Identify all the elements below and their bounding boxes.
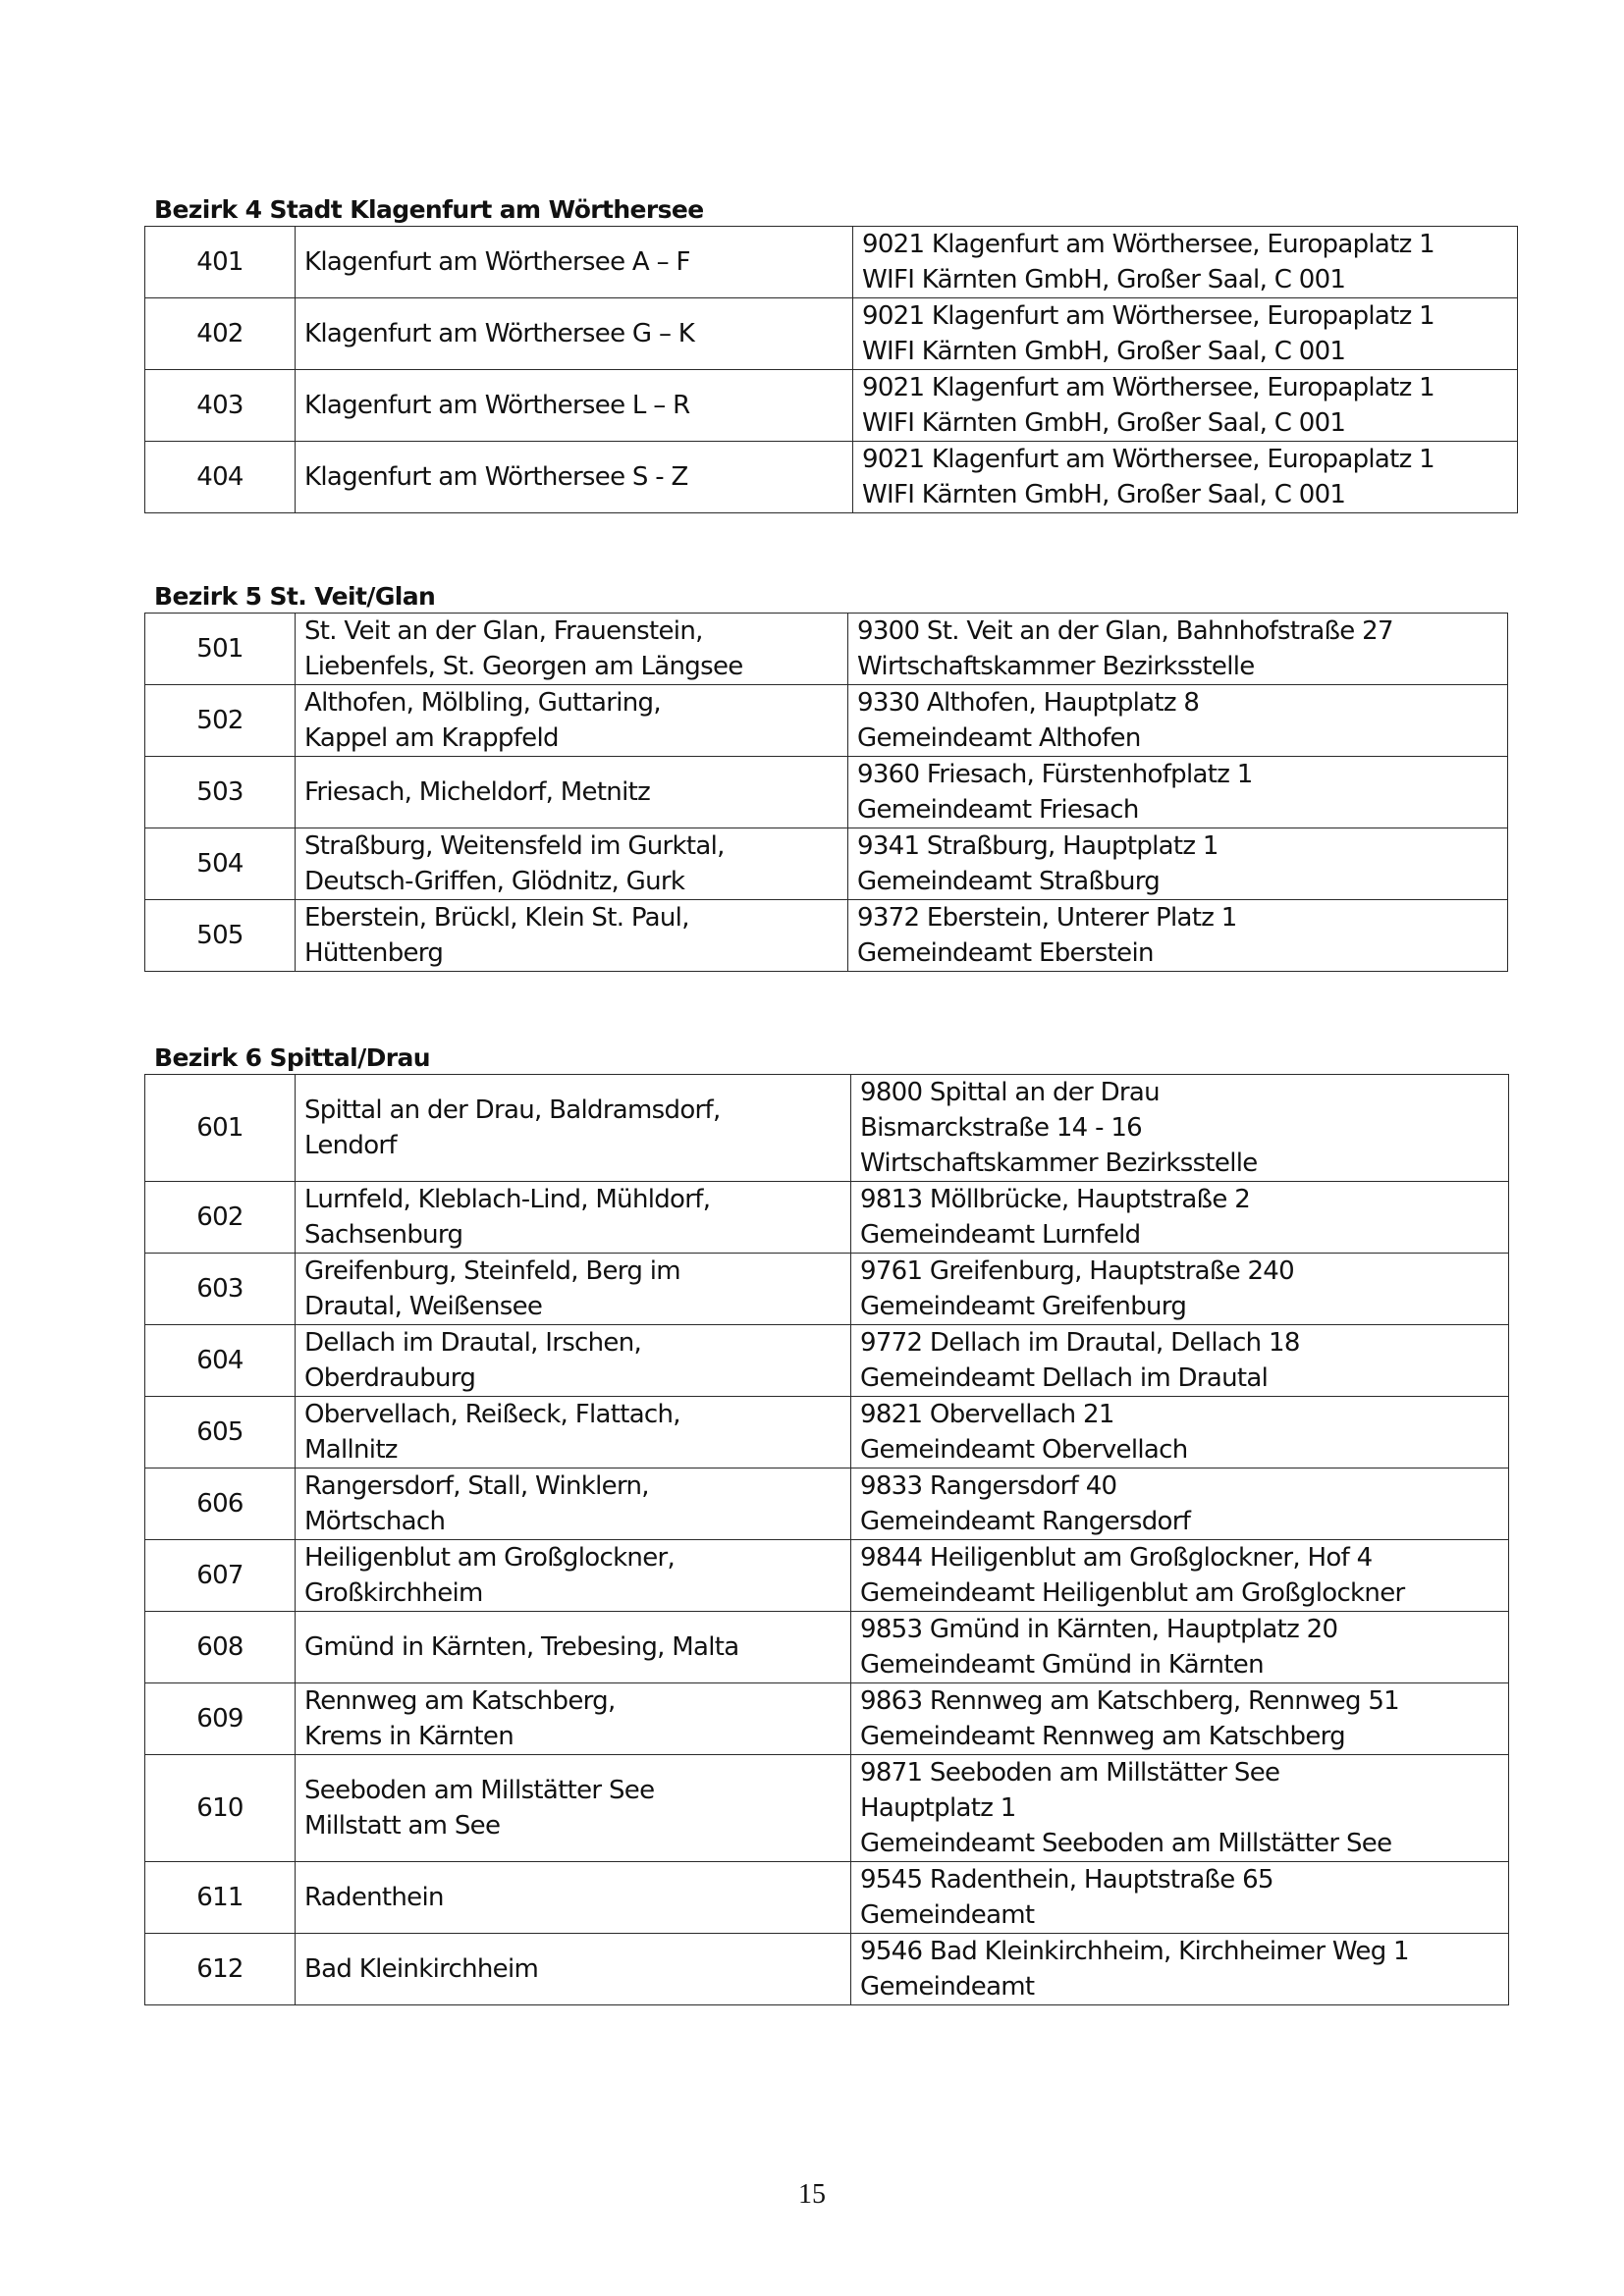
address-line: Gemeindeamt Heiligenblut am Großglockner xyxy=(860,1578,1405,1608)
district-code: 504 xyxy=(145,828,296,900)
table-row xyxy=(145,442,1518,513)
municipalities-cell xyxy=(296,685,848,757)
table-row xyxy=(145,370,1518,442)
district-code: 401 xyxy=(145,227,296,298)
municipalities-cell xyxy=(296,370,853,442)
district-code: 603 xyxy=(145,1254,296,1325)
location-address-cell xyxy=(851,1182,1509,1254)
district-code: 605 xyxy=(145,1397,296,1468)
municipalities-cell xyxy=(296,900,848,972)
district-code: 601 xyxy=(145,1075,296,1182)
location-address-cell xyxy=(853,298,1518,370)
municipalities-cell xyxy=(296,828,848,900)
address-line: Wirtschaftskammer Bezirksstelle xyxy=(860,1148,1258,1178)
location-address-cell xyxy=(851,1934,1509,2005)
municipalities-cell xyxy=(296,1397,851,1468)
address-line: Gemeindeamt Lurnfeld xyxy=(860,1220,1141,1250)
district-code: 612 xyxy=(145,1934,296,2005)
address-line: 9813 Möllbrücke, Hauptstraße 2 xyxy=(860,1185,1251,1214)
municipality-line: Bad Kleinkirchheim xyxy=(304,1954,539,1984)
address-line: 9761 Greifenburg, Hauptstraße 240 xyxy=(860,1256,1294,1286)
district-section-6 xyxy=(144,1042,1509,2005)
municipalities-cell xyxy=(296,1325,851,1397)
address-line: Gemeindeamt Straßburg xyxy=(857,867,1161,896)
municipality-line: Rangersdorf, Stall, Winklern, xyxy=(304,1471,649,1501)
address-line: 9863 Rennweg am Katschberg, Rennweg 51 xyxy=(860,1686,1400,1716)
table-row xyxy=(145,1934,1509,2005)
municipalities-cell xyxy=(296,1683,851,1755)
location-address-cell xyxy=(848,757,1508,828)
address-line: Gemeindeamt Rangersdorf xyxy=(860,1507,1191,1536)
address-line: 9360 Friesach, Fürstenhofplatz 1 xyxy=(857,760,1253,789)
address-line: Gemeindeamt Althofen xyxy=(857,723,1141,753)
address-line: 9800 Spittal an der Drau xyxy=(860,1078,1160,1107)
address-line: 9821 Obervellach 21 xyxy=(860,1400,1114,1429)
address-line: Gemeindeamt Obervellach xyxy=(860,1435,1188,1465)
district-code: 606 xyxy=(145,1468,296,1540)
municipality-line: Greifenburg, Steinfeld, Berg im xyxy=(304,1256,680,1286)
municipalities-cell xyxy=(296,442,853,513)
municipalities-cell xyxy=(296,1540,851,1612)
address-line: WIFI Kärnten GmbH, Großer Saal, C 001 xyxy=(862,337,1346,366)
district-code: 403 xyxy=(145,370,296,442)
district-code: 610 xyxy=(145,1755,296,1862)
location-address-cell xyxy=(848,828,1508,900)
municipality-line: Liebenfels, St. Georgen am Längsee xyxy=(304,652,743,681)
table-row xyxy=(145,1612,1509,1683)
municipality-line: Millstatt am See xyxy=(304,1811,501,1841)
municipality-line: Klagenfurt am Wörthersee G – K xyxy=(304,319,695,348)
address-line: Gemeindeamt xyxy=(860,1900,1035,1930)
district-code: 602 xyxy=(145,1182,296,1254)
table-row xyxy=(145,828,1508,900)
address-line: WIFI Kärnten GmbH, Großer Saal, C 001 xyxy=(862,408,1346,438)
table-row xyxy=(145,685,1508,757)
section-title: Bezirk 5 St. Veit/Glan xyxy=(154,582,436,611)
municipality-line: Obervellach, Reißeck, Flattach, xyxy=(304,1400,680,1429)
municipality-line: Straßburg, Weitensfeld im Gurktal, xyxy=(304,831,725,861)
location-address-cell xyxy=(848,614,1508,685)
table-row xyxy=(145,614,1508,685)
table-row xyxy=(145,227,1518,298)
page-number: 15 xyxy=(798,2179,826,2210)
municipalities-cell xyxy=(296,1862,851,1934)
table-row xyxy=(145,1683,1509,1755)
municipalities-cell xyxy=(296,1468,851,1540)
location-address-cell xyxy=(848,900,1508,972)
district-code: 502 xyxy=(145,685,296,757)
district-code: 607 xyxy=(145,1540,296,1612)
table-row xyxy=(145,1862,1509,1934)
address-line: Gemeindeamt xyxy=(860,1972,1035,2002)
municipality-line: Dellach im Drautal, Irschen, xyxy=(304,1328,642,1358)
address-line: 9546 Bad Kleinkirchheim, Kirchheimer Weg 1 xyxy=(860,1937,1409,1966)
address-line: Gemeindeamt Seeboden am Millstätter See xyxy=(860,1829,1392,1858)
municipalities-cell xyxy=(296,757,848,828)
municipalities-cell xyxy=(296,1254,851,1325)
table-row xyxy=(145,1075,1509,1182)
table-row xyxy=(145,900,1508,972)
municipality-line: Rennweg am Katschberg, xyxy=(304,1686,616,1716)
municipalities-cell xyxy=(296,614,848,685)
address-line: 9545 Radenthein, Hauptstraße 65 xyxy=(860,1865,1273,1895)
address-line: 9871 Seeboden am Millstätter See xyxy=(860,1758,1280,1788)
address-line: 9341 Straßburg, Hauptplatz 1 xyxy=(857,831,1218,861)
section-title: Bezirk 4 Stadt Klagenfurt am Wörthersee xyxy=(154,195,704,224)
municipalities-cell xyxy=(296,1075,851,1182)
municipality-line: Lendorf xyxy=(304,1131,397,1160)
table-row xyxy=(145,1182,1509,1254)
district-code: 608 xyxy=(145,1612,296,1683)
municipality-line: Drautal, Weißensee xyxy=(304,1292,543,1321)
municipality-line: Gmünd in Kärnten, Trebesing, Malta xyxy=(304,1632,739,1662)
municipality-line: Lurnfeld, Kleblach-Lind, Mühldorf, xyxy=(304,1185,711,1214)
address-line: Hauptplatz 1 xyxy=(860,1793,1016,1823)
municipality-line: Hüttenberg xyxy=(304,938,444,968)
municipalities-cell xyxy=(296,1934,851,2005)
district-code: 609 xyxy=(145,1683,296,1755)
municipality-line: Spittal an der Drau, Baldramsdorf, xyxy=(304,1095,721,1125)
location-address-cell xyxy=(851,1397,1509,1468)
location-address-cell xyxy=(851,1862,1509,1934)
address-line: 9833 Rangersdorf 40 xyxy=(860,1471,1117,1501)
district-code: 505 xyxy=(145,900,296,972)
location-address-cell xyxy=(851,1612,1509,1683)
address-line: 9844 Heiligenblut am Großglockner, Hof 4 xyxy=(860,1543,1373,1573)
location-address-cell xyxy=(851,1075,1509,1182)
address-line: 9021 Klagenfurt am Wörthersee, Europaplatz 1 xyxy=(862,445,1435,474)
municipalities-cell xyxy=(296,298,853,370)
table-row xyxy=(145,1325,1509,1397)
section-title: Bezirk 6 Spittal/Drau xyxy=(154,1043,430,1072)
municipality-line: Klagenfurt am Wörthersee A – F xyxy=(304,247,690,277)
district-code: 402 xyxy=(145,298,296,370)
location-address-cell xyxy=(851,1540,1509,1612)
address-line: Gemeindeamt Friesach xyxy=(857,795,1139,825)
table-row xyxy=(145,1397,1509,1468)
address-line: 9853 Gmünd in Kärnten, Hauptplatz 20 xyxy=(860,1615,1338,1644)
table-row xyxy=(145,1254,1509,1325)
municipality-line: Klagenfurt am Wörthersee S - Z xyxy=(304,462,688,492)
address-line: 9021 Klagenfurt am Wörthersee, Europaplatz 1 xyxy=(862,373,1435,402)
municipality-line: Großkirchheim xyxy=(304,1578,483,1608)
municipalities-cell xyxy=(296,227,853,298)
address-line: 9372 Eberstein, Unterer Platz 1 xyxy=(857,903,1237,933)
municipality-line: Friesach, Micheldorf, Metnitz xyxy=(304,777,651,807)
municipality-line: Mörtschach xyxy=(304,1507,446,1536)
district-code: 501 xyxy=(145,614,296,685)
municipalities-cell xyxy=(296,1612,851,1683)
municipality-line: St. Veit an der Glan, Frauenstein, xyxy=(304,616,703,646)
table-row xyxy=(145,757,1508,828)
location-address-cell xyxy=(851,1683,1509,1755)
district-code: 404 xyxy=(145,442,296,513)
address-line: WIFI Kärnten GmbH, Großer Saal, C 001 xyxy=(862,480,1346,509)
municipality-line: Eberstein, Brückl, Klein St. Paul, xyxy=(304,903,689,933)
address-line: Gemeindeamt Eberstein xyxy=(857,938,1154,968)
municipality-line: Oberdrauburg xyxy=(304,1363,476,1393)
table-row xyxy=(145,1755,1509,1862)
address-line: 9772 Dellach im Drautal, Dellach 18 xyxy=(860,1328,1300,1358)
municipalities-cell xyxy=(296,1182,851,1254)
location-address-cell xyxy=(848,685,1508,757)
district-code: 604 xyxy=(145,1325,296,1397)
location-address-cell xyxy=(851,1325,1509,1397)
address-line: 9021 Klagenfurt am Wörthersee, Europaplatz 1 xyxy=(862,301,1435,331)
municipality-line: Klagenfurt am Wörthersee L – R xyxy=(304,391,690,420)
district-code: 503 xyxy=(145,757,296,828)
location-address-cell xyxy=(853,227,1518,298)
district-table xyxy=(144,613,1508,972)
municipality-line: Althofen, Mölbling, Guttaring, xyxy=(304,688,661,718)
district-code: 611 xyxy=(145,1862,296,1934)
address-line: WIFI Kärnten GmbH, Großer Saal, C 001 xyxy=(862,265,1346,294)
municipality-line: Kappel am Krappfeld xyxy=(304,723,559,753)
municipality-line: Sachsenburg xyxy=(304,1220,463,1250)
address-line: Wirtschaftskammer Bezirksstelle xyxy=(857,652,1255,681)
location-address-cell xyxy=(853,442,1518,513)
address-line: 9330 Althofen, Hauptplatz 8 xyxy=(857,688,1200,718)
district-section-4 xyxy=(144,194,1518,513)
municipality-line: Seeboden am Millstätter See xyxy=(304,1776,655,1805)
municipality-line: Radenthein xyxy=(304,1883,444,1912)
location-address-cell xyxy=(853,370,1518,442)
district-table xyxy=(144,226,1518,513)
location-address-cell xyxy=(851,1254,1509,1325)
address-line: Gemeindeamt Greifenburg xyxy=(860,1292,1187,1321)
district-table xyxy=(144,1074,1509,2005)
municipality-line: Deutsch-Griffen, Glödnitz, Gurk xyxy=(304,867,685,896)
table-row xyxy=(145,298,1518,370)
district-section-5 xyxy=(144,581,1508,972)
address-line: 9300 St. Veit an der Glan, Bahnhofstraße 27 xyxy=(857,616,1393,646)
address-line: Gemeindeamt Dellach im Drautal xyxy=(860,1363,1269,1393)
table-row xyxy=(145,1540,1509,1612)
municipalities-cell xyxy=(296,1755,851,1862)
municipality-line: Heiligenblut am Großglockner, xyxy=(304,1543,676,1573)
address-line: Gemeindeamt Rennweg am Katschberg xyxy=(860,1722,1345,1751)
address-line: Gemeindeamt Gmünd in Kärnten xyxy=(860,1650,1264,1680)
location-address-cell xyxy=(851,1755,1509,1862)
location-address-cell xyxy=(851,1468,1509,1540)
table-row xyxy=(145,1468,1509,1540)
address-line: Bismarckstraße 14 - 16 xyxy=(860,1113,1143,1143)
municipality-line: Krems in Kärnten xyxy=(304,1722,514,1751)
municipality-line: Mallnitz xyxy=(304,1435,398,1465)
address-line: 9021 Klagenfurt am Wörthersee, Europaplatz 1 xyxy=(862,230,1435,259)
